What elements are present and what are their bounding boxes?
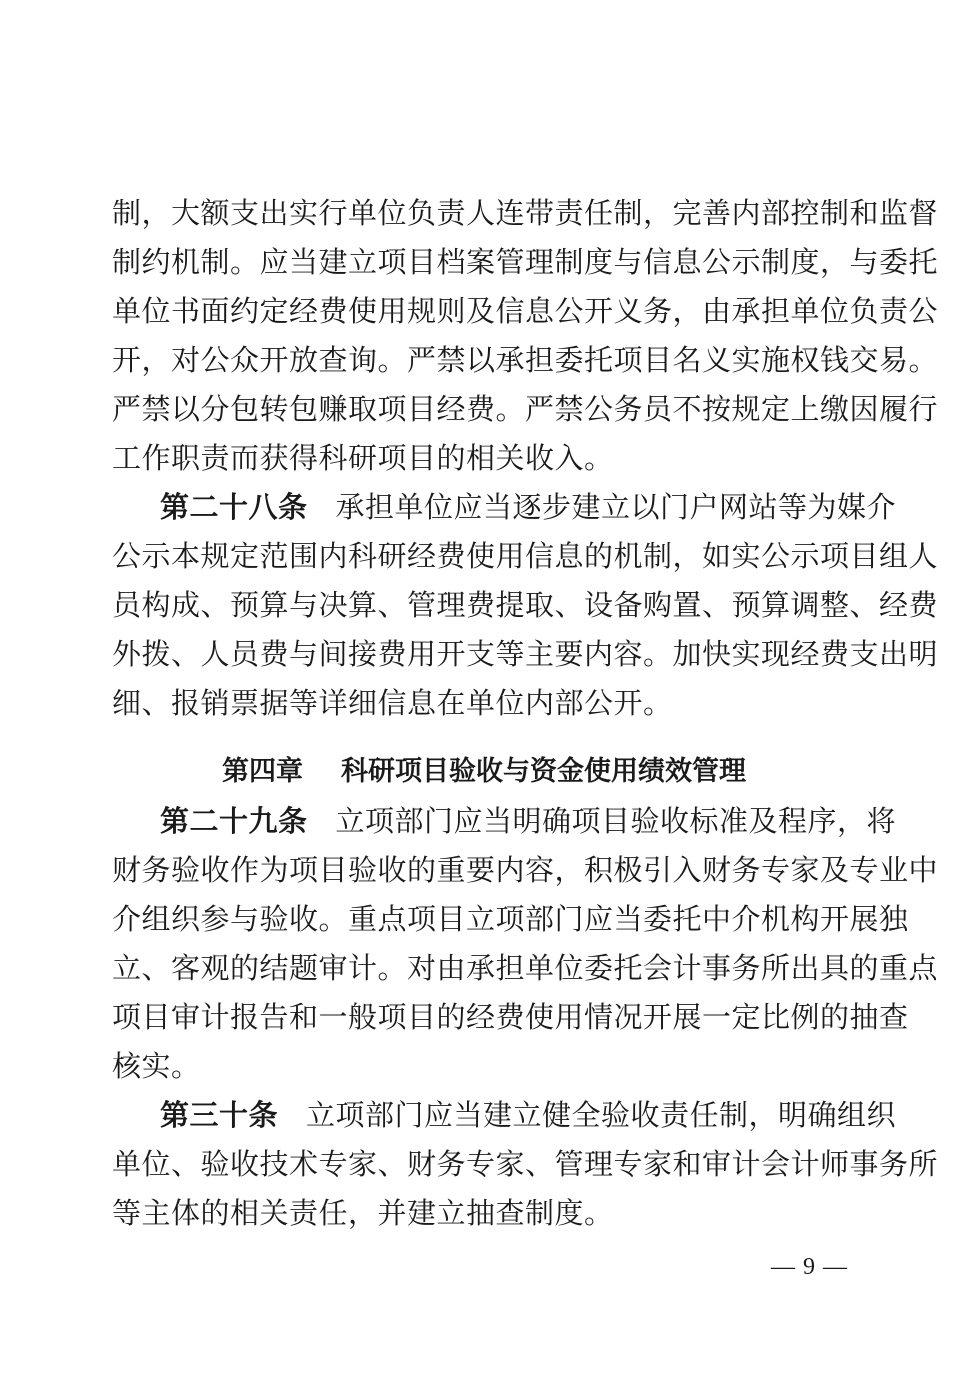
text-line: 核实。 bbox=[112, 1049, 201, 1083]
text-line: 制约机制。应当建立项目档案管理制度与信息公示制度，与委托 bbox=[112, 245, 939, 279]
text-line: 严禁以分包转包赚取项目经费。严禁公务员不按规定上缴因履行 bbox=[112, 392, 939, 426]
chapter-heading bbox=[0, 755, 968, 789]
chapter-number: 第四章 bbox=[222, 756, 303, 787]
chapter-title: 科研项目验收与资金使用绩效管理 bbox=[341, 756, 746, 787]
text-line: 工作职责而获得科研项目的相关收入。 bbox=[112, 441, 614, 475]
article-29-first-line bbox=[160, 804, 897, 838]
article-29-title: 第二十九条 bbox=[160, 804, 308, 838]
page-number: — 9 — bbox=[771, 1254, 848, 1280]
article-28-first-line bbox=[160, 490, 897, 524]
text-line: 立、客观的结题审计。对由承担单位委托会计事务所出具的重点 bbox=[112, 951, 939, 985]
text-line: 承担单位应当逐步建立以门户网站等为媒介 bbox=[335, 490, 897, 524]
text-line: 开，对公众开放查询。严禁以承担委托项目名义实施权钱交易。 bbox=[112, 343, 939, 377]
text-line: 细、报销票据等详细信息在单位内部公开。 bbox=[112, 686, 673, 720]
article-30-title: 第三十条 bbox=[160, 1098, 279, 1132]
text-line: 公示本规定范围内科研经费使用信息的机制，如实公示项目组人 bbox=[112, 539, 939, 573]
text-line: 单位书面约定经费使用规则及信息公开义务，由承担单位负责公 bbox=[112, 294, 939, 328]
text-line: 介组织参与验收。重点项目立项部门应当委托中介机构开展独 bbox=[112, 902, 909, 936]
text-line: 财务验收作为项目验收的重要内容，积极引入财务专家及专业中 bbox=[112, 853, 939, 887]
article-28-title: 第二十八条 bbox=[160, 490, 308, 524]
text-line: 立项部门应当建立健全验收责任制，明确组织 bbox=[306, 1098, 897, 1132]
text-line: 外拨、人员费与间接费用开支等主要内容。加快实现经费支出明 bbox=[112, 637, 939, 671]
text-line: 等主体的相关责任，并建立抽查制度。 bbox=[112, 1196, 614, 1230]
text-line: 项目审计报告和一般项目的经费使用情况开展一定比例的抽查 bbox=[112, 1000, 909, 1034]
text-line: 制，大额支出实行单位负责人连带责任制，完善内部控制和监督 bbox=[112, 196, 939, 230]
article-30-first-line bbox=[160, 1098, 897, 1132]
text-line: 员构成、预算与决算、管理费提取、设备购置、预算调整、经费 bbox=[112, 588, 939, 622]
text-line: 单位、验收技术专家、财务专家、管理专家和审计会计师事务所 bbox=[112, 1147, 939, 1181]
text-line: 立项部门应当明确项目验收标准及程序，将 bbox=[335, 804, 897, 838]
